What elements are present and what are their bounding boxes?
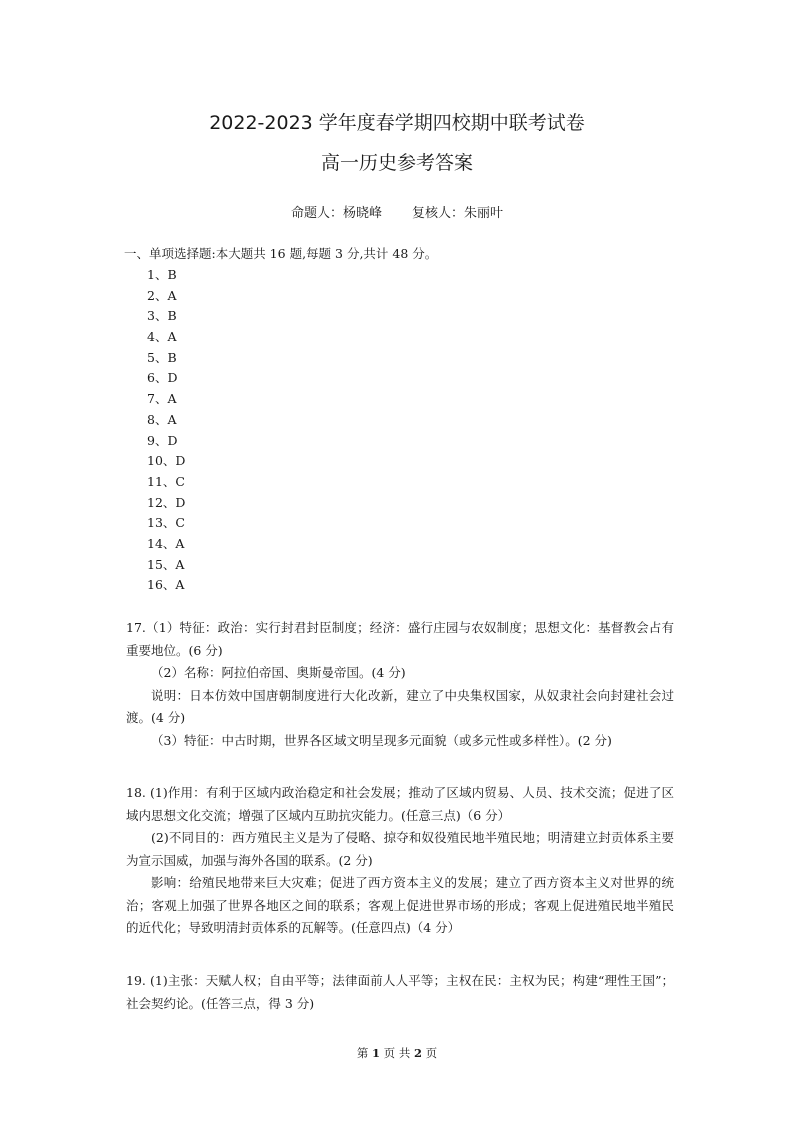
footer-middle: 页 共 — [383, 1046, 411, 1060]
choice-answer: 14、A — [147, 535, 185, 551]
q17-part1: 17.（1）特征：政治：实行封君封臣制度；经济：盛行庄园与农奴制度；思想文化：基督教会占有重要地位。(6 分) — [126, 620, 674, 658]
question-setter: 命题人：杨晓峰 — [290, 206, 382, 221]
q18-part2: (2)不同目的：西方殖民主义是为了侵略、掠夺和奴役殖民地半殖民地；明清建立封贡体系主要为宣示国威，加强与海外各国的联系。(2 分) — [126, 830, 674, 868]
footer-prefix: 第 — [356, 1046, 369, 1060]
q17-part2: （2）名称：阿拉伯帝国、奥斯曼帝国。(4 分) — [151, 665, 406, 680]
page-footer — [0, 1045, 794, 1061]
choice-answer: 4、A — [147, 329, 177, 345]
choice-answer: 7、A — [147, 391, 177, 407]
footer-suffix: 页 — [425, 1046, 438, 1060]
answer-key-subtitle: 高一历史参考答案 — [320, 152, 473, 174]
choice-answer: 8、A — [147, 411, 177, 427]
q17-part3: （3）特征：中古时期，世界各区域文明呈现多元面貌（或多元性或多样性）。(2 分) — [151, 732, 612, 748]
reviewer: 复核人：朱丽叶 — [412, 206, 504, 221]
authors-line — [0, 202, 794, 221]
exam-title: 2022-2023 学年度春学期四校期中联考试卷 — [209, 112, 585, 134]
choice-answer-list — [147, 265, 185, 596]
choice-answer: 1、B — [147, 267, 177, 282]
question-17-answer — [126, 617, 674, 752]
choice-answer: 5、B — [147, 349, 177, 365]
section-heading: 一、单项选择题:本大题共 16 题,每题 3 分,共计 48 分。 — [124, 246, 438, 261]
choice-answer: 13、C — [147, 515, 185, 531]
q18-part1: 18. (1)作用：有利于区域内政治稳定和社会发展；推动了区域内贸易、人员、技术交流；促进了区域内思想文化交流；增强了区域内互助抗灾能力。(任意三点)（6 分） — [126, 785, 674, 823]
question-19-answer — [126, 970, 674, 1015]
choice-answer: 10、D — [147, 453, 186, 469]
question-18-answer — [126, 782, 674, 940]
choice-answer: 9、D — [147, 432, 178, 448]
choice-answer: 16、A — [147, 577, 185, 593]
q18-impact: 影响：给殖民地带来巨大灾难；促进了西方资本主义的发展；建立了西方资本主义对世界的统治；客观上加强了世界各地区之间的联系；客观上促进世界市场的形成；客观上促进殖民地半殖民的近代化；导致明清封贡体系的瓦解等。(任意四点)（4 分） — [126, 875, 674, 935]
choice-answer: 15、A — [147, 556, 185, 572]
choice-answer: 12、D — [147, 494, 186, 510]
current-page-number: 1 — [372, 1046, 381, 1060]
q19-part1: 19. (1)主张：天赋人权；自由平等；法律面前人人平等；主权在民：主权为民；构建“理性王国”；社会契约论。(任答三点，得 3 分) — [126, 973, 674, 1011]
q17-explanation: 说明：日本仿效中国唐朝制度进行大化改新，建立了中央集权国家，从奴隶社会向封建社会过渡。(4 分) — [126, 687, 674, 725]
choice-answer: 11、C — [147, 473, 185, 489]
choice-answer: 2、A — [147, 287, 177, 303]
total-page-count: 2 — [413, 1046, 422, 1060]
choice-answer: 6、D — [147, 370, 178, 386]
choice-answer: 3、B — [147, 308, 177, 324]
